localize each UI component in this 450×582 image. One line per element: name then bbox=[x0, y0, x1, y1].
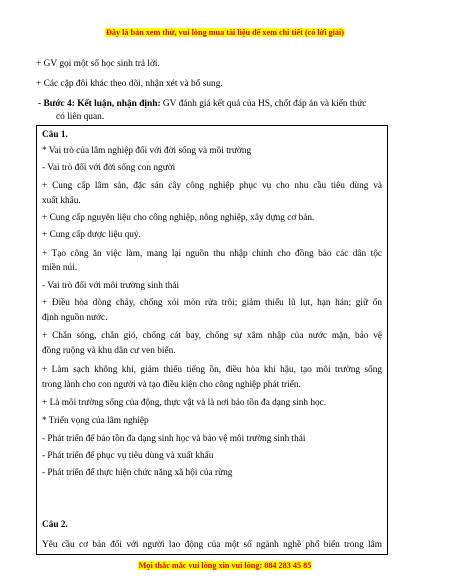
answer-box bbox=[36, 125, 388, 555]
answer-line: + Là môi trường sống của động, thực vật và là nơi bảo tồn đa dạng sinh học. bbox=[42, 398, 327, 408]
answer-line: - Phát triển để thực hiện chức năng xã hội của rừng bbox=[42, 468, 233, 478]
answer-line: xuất khẩu. bbox=[42, 196, 81, 206]
answer-line: + Cung cấp lâm sản, đặc sản cây công nghiệp phục vụ cho nhu cầu tiêu dùng và bbox=[42, 181, 382, 191]
preview-notice-text: Đây là bản xem thử, vui lòng mua tài liệu để xem chi tiết (có lời giải) bbox=[105, 28, 344, 37]
step4-paragraph bbox=[38, 99, 366, 110]
answer-line: - Vai trò đối với đời sống con người bbox=[42, 163, 176, 173]
question-2-heading: Câu 2. bbox=[42, 520, 68, 530]
contact-notice-text: Mọi thắc mắc vui lòng xin vui lòng: 084 283 45 85 bbox=[138, 561, 312, 570]
answer-line: * Vai trò của lâm nghiệp đối với đời sống và môi trường bbox=[42, 146, 252, 156]
answer-line: định nguồn nước. bbox=[42, 313, 108, 323]
question-2-line: Yêu cầu cơ bản đối với người lao động của một số ngành nghề phổ biến trong lâm bbox=[42, 540, 382, 550]
answer-line: + Chắn sóng, chắn gió, chống cát bay, chống sự xâm nhập của nước mặn, bảo vệ bbox=[42, 331, 382, 341]
answer-line: miền núi. bbox=[42, 263, 78, 273]
step4-text: GV đánh giá kết quả của HS, chốt đáp án và kiến thức bbox=[160, 99, 367, 109]
answer-line: đồng ruộng và khu dân cư ven biển. bbox=[42, 346, 176, 356]
answer-line: + Tạo công ăn việc làm, mang lại nguồn thu nhập chính cho đồng bào các dân tộc bbox=[42, 249, 382, 259]
intro-line-2: + Các cặp đôi khác theo dõi, nhận xét và bổ sung. bbox=[36, 79, 223, 89]
answer-line: * Triển vọng của lâm nghiệp bbox=[42, 416, 149, 426]
answer-line: - Vai trò đối với môi trường sinh thái bbox=[42, 281, 180, 291]
preview-notice-banner bbox=[0, 28, 450, 37]
question-1-heading: Câu 1. bbox=[42, 130, 68, 140]
answer-line: - Phát triển để phục vụ tiêu dùng và xuất khẩu bbox=[42, 451, 214, 461]
contact-notice-banner bbox=[0, 561, 450, 570]
answer-line: trong lành cho con người và tạo điều kiện cho công nghiệp phát triển. bbox=[42, 380, 301, 390]
answer-line: + Cung cấp dược liệu quý. bbox=[42, 230, 141, 240]
step4-continuation: có liên quan. bbox=[56, 112, 105, 122]
intro-line-1: + GV gọi một số học sinh trả lời. bbox=[36, 59, 160, 69]
answer-line: - Phát triển để bảo tồn đa dạng sinh học và bảo vệ môi trường sinh thái bbox=[42, 434, 306, 444]
step4-label: - Bước 4: Kết luận, nhận định: bbox=[38, 99, 161, 109]
answer-line: + Làm sạch không khí, giảm thiếu tiếng ồn, điều hòa khí hậu, tạo môi trường sống bbox=[42, 365, 382, 375]
answer-line: + Điều hòa dòng chảy, chống xói mòn rửa trôi; giảm thiểu lũ lụt, hạn hán; giữ ổn bbox=[42, 298, 382, 308]
answer-line: + Cung cấp nguyên liệu cho công nghiệp, nông nghiệp, xây dựng cơ bản. bbox=[42, 213, 315, 223]
